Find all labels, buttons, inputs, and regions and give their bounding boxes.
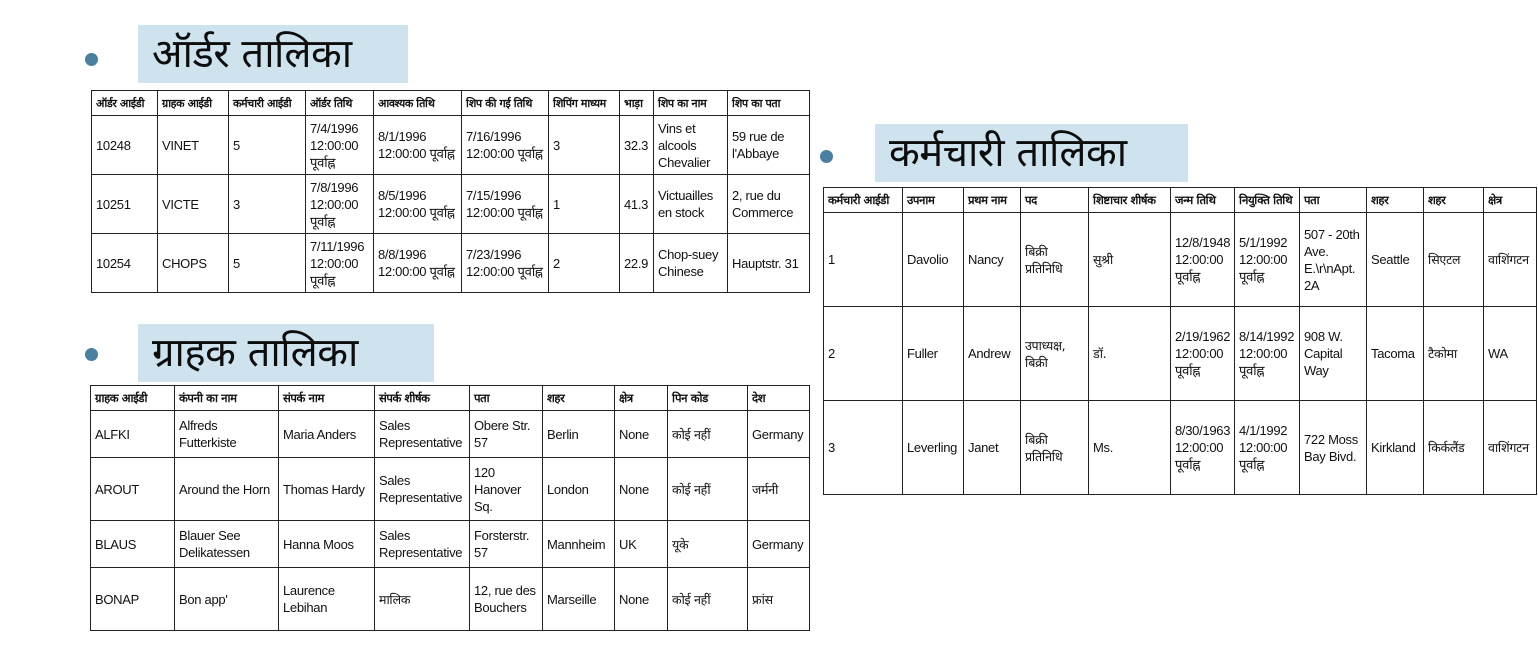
table-cell: 8/8/1996 12:00:00 पूर्वाह्न [374, 234, 462, 293]
table-cell: 5 [229, 116, 306, 175]
column-header: कर्मचारी आईडी [824, 188, 903, 213]
table-cell: Janet [964, 401, 1021, 495]
table-header-row [824, 188, 1537, 213]
table-row [91, 458, 810, 521]
table-cell: किर्कलैंड [1424, 401, 1484, 495]
table-cell: BONAP [91, 568, 175, 631]
table-cell: 1 [549, 175, 620, 234]
table-cell: 10251 [92, 175, 158, 234]
column-header: ग्राहक आईडी [158, 91, 229, 116]
table-cell: Sales Representative [375, 521, 470, 568]
column-header: संपर्क शीर्षक [375, 386, 470, 411]
column-header: शहर [543, 386, 615, 411]
column-header: पद [1021, 188, 1089, 213]
table-cell: 22.9 [620, 234, 654, 293]
column-header: शिप का पता [728, 91, 810, 116]
column-header: शहर [1424, 188, 1484, 213]
column-header: ऑर्डर तिथि [306, 91, 374, 116]
table-cell: Forsterstr. 57 [470, 521, 543, 568]
column-header: शिप की गई तिथि [462, 91, 549, 116]
column-header: प्रथम नाम [964, 188, 1021, 213]
column-header: जन्म तिथि [1171, 188, 1235, 213]
table-cell: टैकोमा [1424, 307, 1484, 401]
table-cell: London [543, 458, 615, 521]
table-cell: None [615, 568, 668, 631]
table-cell: Maria Anders [279, 411, 375, 458]
column-header: शिपिंग माध्यम [549, 91, 620, 116]
table-cell: VICTE [158, 175, 229, 234]
column-header: नियुक्ति तिथि [1235, 188, 1300, 213]
table-cell: 32.3 [620, 116, 654, 175]
bullet-icon [85, 348, 98, 361]
table-cell: CHOPS [158, 234, 229, 293]
table-cell: 7/8/1996 12:00:00 पूर्वाह्न [306, 175, 374, 234]
column-header: शहर [1367, 188, 1424, 213]
table-cell: WA [1484, 307, 1537, 401]
table-cell: 1 [824, 213, 903, 307]
table-cell: कोई नहीं [668, 411, 748, 458]
table-cell: Bon app' [175, 568, 279, 631]
table-row [91, 568, 810, 631]
table-cell: Mannheim [543, 521, 615, 568]
table-row [92, 234, 810, 293]
table-cell: डॉ. [1089, 307, 1171, 401]
column-header: पता [470, 386, 543, 411]
column-header: उपनाम [903, 188, 964, 213]
table-cell: बिक्री प्रतिनिधि [1021, 213, 1089, 307]
table-cell: Thomas Hardy [279, 458, 375, 521]
table-cell: 7/16/1996 12:00:00 पूर्वाह्न [462, 116, 549, 175]
table-cell: 7/15/1996 12:00:00 पूर्वाह्न [462, 175, 549, 234]
table-cell: 7/23/1996 12:00:00 पूर्वाह्न [462, 234, 549, 293]
column-header: क्षेत्र [1484, 188, 1537, 213]
table-cell: 2 [824, 307, 903, 401]
table-cell: 2, rue du Commerce [728, 175, 810, 234]
table-cell: AROUT [91, 458, 175, 521]
table-cell: 507 - 20th Ave. E.\r\nApt. 2A [1300, 213, 1367, 307]
table-cell: कोई नहीं [668, 568, 748, 631]
column-header: कंपनी का नाम [175, 386, 279, 411]
customer-table-title: ग्राहक तालिका [138, 324, 434, 382]
table-cell: जर्मनी [748, 458, 810, 521]
table-cell: 5 [229, 234, 306, 293]
table-cell: Hanna Moos [279, 521, 375, 568]
table-cell: सिएटल [1424, 213, 1484, 307]
table-cell: Sales Representative [375, 458, 470, 521]
column-header: पिन कोड [668, 386, 748, 411]
order-table-title: ऑर्डर तालिका [138, 25, 408, 83]
table-cell: Around the Horn [175, 458, 279, 521]
table-cell: 4/1/1992 12:00:00 पूर्वाह्न [1235, 401, 1300, 495]
table-cell: Sales Representative [375, 411, 470, 458]
table-cell: Fuller [903, 307, 964, 401]
table-cell: बिक्री प्रतिनिधि [1021, 401, 1089, 495]
table-cell: Obere Str. 57 [470, 411, 543, 458]
table-row [824, 401, 1537, 495]
column-header: भाड़ा [620, 91, 654, 116]
column-header: क्षेत्र [615, 386, 668, 411]
table-cell: फ्रांस [748, 568, 810, 631]
table-header-row [91, 386, 810, 411]
table-row [91, 411, 810, 458]
table-cell: 2 [549, 234, 620, 293]
table-cell: Tacoma [1367, 307, 1424, 401]
column-header: पता [1300, 188, 1367, 213]
table-cell: Germany [748, 521, 810, 568]
table-cell: 12/8/1948 12:00:00 पूर्वाह्न [1171, 213, 1235, 307]
table-cell: 7/11/1996 12:00:00 पूर्वाह्न [306, 234, 374, 293]
table-cell: 7/4/1996 12:00:00 पूर्वाह्न [306, 116, 374, 175]
table-cell: 722 Moss Bay Bivd. [1300, 401, 1367, 495]
table-cell: None [615, 411, 668, 458]
column-header: ग्राहक आईडी [91, 386, 175, 411]
employee-table-title: कर्मचारी तालिका [875, 124, 1188, 182]
table-cell: 8/30/1963 12:00:00 पूर्वाह्न [1171, 401, 1235, 495]
table-cell: सुश्री [1089, 213, 1171, 307]
table-cell: Alfreds Futterkiste [175, 411, 279, 458]
table-cell: 10254 [92, 234, 158, 293]
table-cell: UK [615, 521, 668, 568]
table-cell: 3 [824, 401, 903, 495]
table-cell: 12, rue des Bouchers [470, 568, 543, 631]
table-cell: 8/1/1996 12:00:00 पूर्वाह्न [374, 116, 462, 175]
table-cell: कोई नहीं [668, 458, 748, 521]
table-cell: 8/5/1996 12:00:00 पूर्वाह्न [374, 175, 462, 234]
table-cell: Marseille [543, 568, 615, 631]
table-row [824, 307, 1537, 401]
table-cell: मालिक [375, 568, 470, 631]
table-cell: 41.3 [620, 175, 654, 234]
table-row [824, 213, 1537, 307]
table-cell: Hauptstr. 31 [728, 234, 810, 293]
customer-table [90, 385, 810, 631]
table-cell: 3 [549, 116, 620, 175]
column-header: ऑर्डर आईडी [92, 91, 158, 116]
column-header: कर्मचारी आईडी [229, 91, 306, 116]
table-header-row [92, 91, 810, 116]
bullet-icon [820, 150, 833, 163]
table-cell: Ms. [1089, 401, 1171, 495]
table-cell: Davolio [903, 213, 964, 307]
bullet-icon [85, 53, 98, 66]
table-row [91, 521, 810, 568]
table-cell: ALFKI [91, 411, 175, 458]
table-cell: Andrew [964, 307, 1021, 401]
table-cell: 8/14/1992 12:00:00 पूर्वाह्न [1235, 307, 1300, 401]
table-cell: Laurence Lebihan [279, 568, 375, 631]
table-cell: Vins et alcools Chevalier [654, 116, 728, 175]
column-header: शिष्टाचार शीर्षक [1089, 188, 1171, 213]
table-cell: Blauer See Delikatessen [175, 521, 279, 568]
order-table [91, 90, 810, 293]
table-cell: None [615, 458, 668, 521]
table-row [92, 116, 810, 175]
table-cell: 120 Hanover Sq. [470, 458, 543, 521]
table-cell: 59 rue de l'Abbaye [728, 116, 810, 175]
table-cell: Kirkland [1367, 401, 1424, 495]
table-cell: VINET [158, 116, 229, 175]
table-cell: यूके [668, 521, 748, 568]
table-cell: वाशिंगटन [1484, 401, 1537, 495]
column-header: देश [748, 386, 810, 411]
table-cell: 10248 [92, 116, 158, 175]
table-cell: Berlin [543, 411, 615, 458]
table-cell: Leverling [903, 401, 964, 495]
table-cell: Seattle [1367, 213, 1424, 307]
table-cell: 5/1/1992 12:00:00 पूर्वाह्न [1235, 213, 1300, 307]
table-cell: 3 [229, 175, 306, 234]
column-header: शिप का नाम [654, 91, 728, 116]
table-cell: Nancy [964, 213, 1021, 307]
column-header: संपर्क नाम [279, 386, 375, 411]
column-header: आवश्यक तिथि [374, 91, 462, 116]
table-cell: उपाध्यक्ष, बिक्री [1021, 307, 1089, 401]
table-row [92, 175, 810, 234]
employee-table [823, 187, 1537, 495]
table-cell: Chop-suey Chinese [654, 234, 728, 293]
table-cell: BLAUS [91, 521, 175, 568]
table-cell: 2/19/1962 12:00:00 पूर्वाह्न [1171, 307, 1235, 401]
table-cell: Victuailles en stock [654, 175, 728, 234]
table-cell: 908 W. Capital Way [1300, 307, 1367, 401]
table-cell: Germany [748, 411, 810, 458]
table-cell: वाशिंगटन [1484, 213, 1537, 307]
